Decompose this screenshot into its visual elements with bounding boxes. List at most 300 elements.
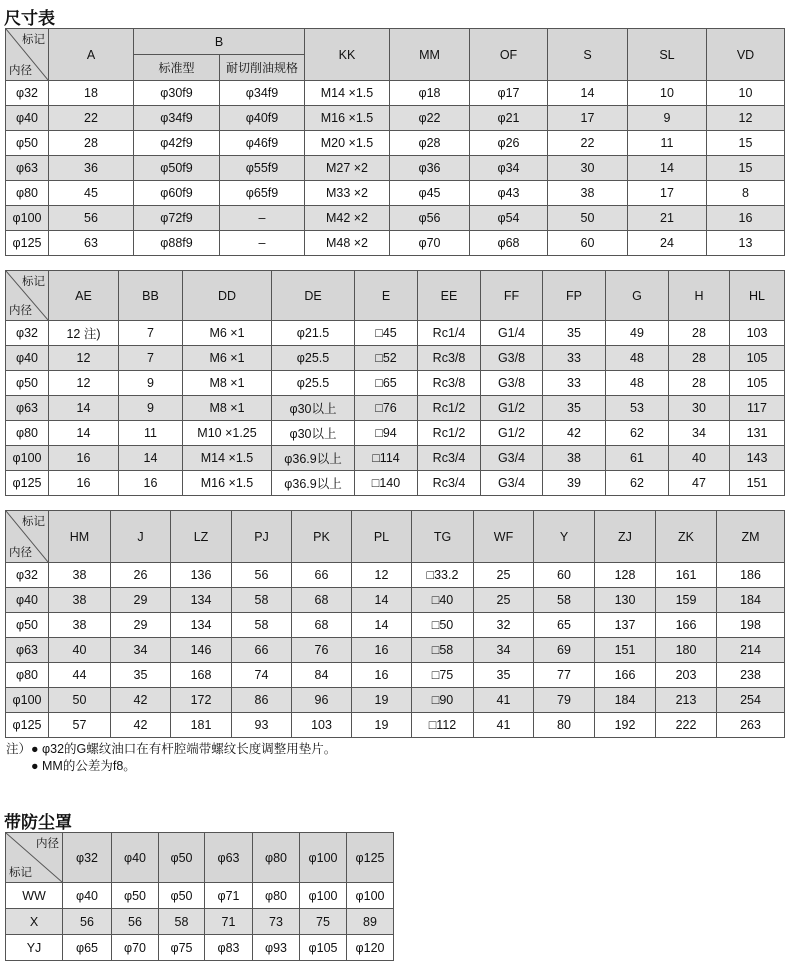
- table-row: [6, 588, 785, 613]
- table-cell: 181: [171, 713, 232, 738]
- table-cell: 9: [119, 371, 183, 396]
- table-cell: 33: [543, 346, 606, 371]
- table-cell: G3/4: [481, 446, 543, 471]
- table-cell: 16: [352, 638, 412, 663]
- table-cell: 36: [49, 156, 134, 181]
- table-cell: φ56: [390, 206, 470, 231]
- column-header: S: [548, 29, 628, 81]
- table-cell: 40: [669, 446, 730, 471]
- table-cell: 9: [628, 106, 707, 131]
- table-cell: 136: [171, 563, 232, 588]
- column-header: PL: [352, 511, 412, 563]
- table-cell: 25: [474, 563, 534, 588]
- table-row: [6, 206, 785, 231]
- column-header: FP: [543, 271, 606, 321]
- column-header: A: [49, 29, 134, 81]
- table-cell: 130: [595, 588, 656, 613]
- table-cell: 93: [232, 713, 292, 738]
- table-cell: Rc1/2: [418, 396, 481, 421]
- table-cell: 39: [543, 471, 606, 496]
- table-cell: φ88f9: [134, 231, 220, 256]
- table-cell: 38: [49, 588, 111, 613]
- column-header: ZK: [656, 511, 717, 563]
- column-header: BB: [119, 271, 183, 321]
- column-header: DE: [272, 271, 355, 321]
- row-label: φ125: [6, 713, 49, 738]
- row-label: φ80: [6, 181, 49, 206]
- table-cell: 14: [352, 588, 412, 613]
- table-cell: G3/8: [481, 346, 543, 371]
- table-cell: M14 ×1.5: [183, 446, 272, 471]
- table-cell: 180: [656, 638, 717, 663]
- table-row: [6, 688, 785, 713]
- column-header: φ100: [300, 833, 347, 883]
- column-header: OF: [470, 29, 548, 81]
- table-cell: 30: [669, 396, 730, 421]
- table-cell: φ55f9: [220, 156, 305, 181]
- table-cell: 80: [534, 713, 595, 738]
- table-cell: φ25.5: [272, 371, 355, 396]
- table-cell: M27 ×2: [305, 156, 390, 181]
- table-row: [6, 396, 785, 421]
- table-cell: 25: [474, 588, 534, 613]
- table-row: [6, 935, 394, 961]
- table-cell: □45: [355, 321, 418, 346]
- table-cell: 17: [548, 106, 628, 131]
- row-label: φ80: [6, 663, 49, 688]
- table-cell: 11: [628, 131, 707, 156]
- table-cell: 50: [49, 688, 111, 713]
- table-cell: G1/2: [481, 421, 543, 446]
- table-cell: 38: [49, 613, 111, 638]
- table-cell: 77: [534, 663, 595, 688]
- table-cell: φ36.9以上: [272, 446, 355, 471]
- table-cell: φ42f9: [134, 131, 220, 156]
- table-cell: 16: [119, 471, 183, 496]
- column-header: VD: [707, 29, 785, 81]
- column-header: AE: [49, 271, 119, 321]
- column-header: KK: [305, 29, 390, 81]
- corner-label-bore: 内径: [36, 838, 59, 850]
- table-cell: 151: [595, 638, 656, 663]
- table-cell: –: [220, 206, 305, 231]
- table-cell: 15: [707, 131, 785, 156]
- table-cell: 184: [717, 588, 785, 613]
- table-cell: Rc1/2: [418, 421, 481, 446]
- table-cell: 73: [253, 909, 300, 935]
- table-cell: 56: [49, 206, 134, 231]
- table-cell: 75: [300, 909, 347, 935]
- table-cell: φ65f9: [220, 181, 305, 206]
- table-cell: φ30f9: [134, 81, 220, 106]
- table-cell: φ40: [63, 883, 112, 909]
- row-label: φ32: [6, 321, 49, 346]
- table-cell: 103: [292, 713, 352, 738]
- table-cell: 19: [352, 688, 412, 713]
- table-row: [6, 371, 785, 396]
- table-cell: □140: [355, 471, 418, 496]
- table-cell: 198: [717, 613, 785, 638]
- table-cell: φ30以上: [272, 421, 355, 446]
- table-cell: 69: [534, 638, 595, 663]
- table-cell: 15: [707, 156, 785, 181]
- table-cell: φ72f9: [134, 206, 220, 231]
- table-cell: φ21.5: [272, 321, 355, 346]
- table-row: [6, 321, 785, 346]
- table-row: [6, 883, 394, 909]
- table-cell: M8 ×1: [183, 396, 272, 421]
- table-cell: 184: [595, 688, 656, 713]
- table-cell: φ50: [159, 883, 205, 909]
- table-cell: 41: [474, 688, 534, 713]
- table-cell: 34: [669, 421, 730, 446]
- column-header: HL: [730, 271, 785, 321]
- table-cell: 33: [543, 371, 606, 396]
- table-cell: 14: [548, 81, 628, 106]
- table-row: [6, 181, 785, 206]
- table-row: [6, 231, 785, 256]
- row-label: φ100: [6, 446, 49, 471]
- table-row: [6, 446, 785, 471]
- table-cell: 42: [543, 421, 606, 446]
- table-cell: 58: [232, 588, 292, 613]
- table-cell: 214: [717, 638, 785, 663]
- table-cell: 10: [628, 81, 707, 106]
- table-cell: 128: [595, 563, 656, 588]
- corner-cell: [6, 271, 49, 321]
- table-cell: 60: [534, 563, 595, 588]
- table-row: [6, 346, 785, 371]
- table-cell: 172: [171, 688, 232, 713]
- row-label: φ63: [6, 638, 49, 663]
- table-cell: 12: [352, 563, 412, 588]
- table-cell: φ100: [347, 883, 394, 909]
- table-cell: 134: [171, 613, 232, 638]
- table-row: [6, 909, 394, 935]
- column-subheader: 耐切削油规格: [220, 55, 305, 81]
- table-cell: 7: [119, 346, 183, 371]
- table-cell: □114: [355, 446, 418, 471]
- table-cell: φ100: [300, 883, 347, 909]
- table-cell: φ17: [470, 81, 548, 106]
- table-cell: 19: [352, 713, 412, 738]
- table-cell: M6 ×1: [183, 346, 272, 371]
- footnote-2: ● MM的公差为f8。: [6, 759, 136, 773]
- table-cell: 143: [730, 446, 785, 471]
- table-cell: 24: [628, 231, 707, 256]
- table-cell: 96: [292, 688, 352, 713]
- table-cell: 47: [669, 471, 730, 496]
- table-cell: M33 ×2: [305, 181, 390, 206]
- footnotes: [6, 741, 336, 775]
- table-cell: φ36: [390, 156, 470, 181]
- table-cell: 57: [49, 713, 111, 738]
- table-cell: 29: [111, 588, 171, 613]
- table-cell: 22: [548, 131, 628, 156]
- table-cell: 9: [119, 396, 183, 421]
- row-label: YJ: [6, 935, 63, 961]
- table-cell: 86: [232, 688, 292, 713]
- row-label: φ32: [6, 81, 49, 106]
- table-cell: G3/4: [481, 471, 543, 496]
- table-cell: M48 ×2: [305, 231, 390, 256]
- table-cell: 254: [717, 688, 785, 713]
- table-cell: 22: [49, 106, 134, 131]
- table-cell: 30: [548, 156, 628, 181]
- table-cell: 12: [49, 371, 119, 396]
- table-cell: φ75: [159, 935, 205, 961]
- row-label: φ50: [6, 371, 49, 396]
- table-cell: 42: [111, 688, 171, 713]
- table-cell: M20 ×1.5: [305, 131, 390, 156]
- table-cell: 38: [543, 446, 606, 471]
- table-cell: G3/8: [481, 371, 543, 396]
- table-row: [6, 106, 785, 131]
- column-header: WF: [474, 511, 534, 563]
- table-cell: 56: [63, 909, 112, 935]
- table-cell: 222: [656, 713, 717, 738]
- column-header: φ125: [347, 833, 394, 883]
- table-cell: □75: [412, 663, 474, 688]
- column-header: SL: [628, 29, 707, 81]
- row-label: φ40: [6, 106, 49, 131]
- table-cell: 62: [606, 421, 669, 446]
- table-cell: □112: [412, 713, 474, 738]
- table-cell: 117: [730, 396, 785, 421]
- table-cell: φ71: [205, 883, 253, 909]
- table-cell: 34: [111, 638, 171, 663]
- table-cell: φ50: [112, 883, 159, 909]
- table-cell: Rc3/4: [418, 471, 481, 496]
- table-cell: 17: [628, 181, 707, 206]
- column-header: FF: [481, 271, 543, 321]
- table-cell: 28: [669, 321, 730, 346]
- table-cell: 12: [49, 346, 119, 371]
- table-cell: G1/4: [481, 321, 543, 346]
- table-cell: 14: [49, 421, 119, 446]
- table-cell: φ65: [63, 935, 112, 961]
- table-cell: φ120: [347, 935, 394, 961]
- column-subheader: 标准型: [134, 55, 220, 81]
- column-header: Y: [534, 511, 595, 563]
- table-row: [6, 421, 785, 446]
- section-title-dust-cover: 带防尘罩: [4, 813, 72, 832]
- corner-label-mark: 标记: [22, 34, 45, 46]
- table-cell: 28: [669, 346, 730, 371]
- dimension-table-2: [5, 270, 785, 496]
- table-cell: 14: [119, 446, 183, 471]
- row-label: φ125: [6, 231, 49, 256]
- table-cell: 263: [717, 713, 785, 738]
- table-cell: 16: [352, 663, 412, 688]
- table-cell: 35: [543, 396, 606, 421]
- table-cell: 45: [49, 181, 134, 206]
- table-cell: 192: [595, 713, 656, 738]
- table-cell: Rc3/8: [418, 346, 481, 371]
- table-cell: 56: [232, 563, 292, 588]
- column-header: φ32: [63, 833, 112, 883]
- row-label: φ63: [6, 156, 49, 181]
- row-label: φ80: [6, 421, 49, 446]
- table-cell: φ22: [390, 106, 470, 131]
- table-cell: M42 ×2: [305, 206, 390, 231]
- column-header: φ50: [159, 833, 205, 883]
- table-row: [6, 563, 785, 588]
- corner-label-mark: 标记: [9, 867, 32, 879]
- section-title-dimensions: 尺寸表: [4, 9, 55, 28]
- table-cell: 66: [292, 563, 352, 588]
- table-cell: Rc3/4: [418, 446, 481, 471]
- table-cell: 38: [49, 563, 111, 588]
- table-cell: 105: [730, 371, 785, 396]
- column-header: E: [355, 271, 418, 321]
- table-row: [6, 663, 785, 688]
- table-cell: M10 ×1.25: [183, 421, 272, 446]
- table-cell: □90: [412, 688, 474, 713]
- corner-label-bore: 内径: [9, 65, 32, 77]
- table-cell: φ93: [253, 935, 300, 961]
- table-row: [6, 156, 785, 181]
- table-cell: 131: [730, 421, 785, 446]
- table-cell: □52: [355, 346, 418, 371]
- table-cell: 168: [171, 663, 232, 688]
- table-cell: M16 ×1.5: [183, 471, 272, 496]
- table-cell: 103: [730, 321, 785, 346]
- table-cell: φ80: [253, 883, 300, 909]
- table-cell: □94: [355, 421, 418, 446]
- column-header: PK: [292, 511, 352, 563]
- table-cell: 146: [171, 638, 232, 663]
- table-cell: 74: [232, 663, 292, 688]
- table-cell: φ70: [390, 231, 470, 256]
- table-cell: φ21: [470, 106, 548, 131]
- table-cell: 58: [232, 613, 292, 638]
- row-label: φ50: [6, 613, 49, 638]
- table-cell: 66: [232, 638, 292, 663]
- table-cell: φ60f9: [134, 181, 220, 206]
- corner-label-bore: 内径: [9, 547, 32, 559]
- table-row: [6, 81, 785, 106]
- table-cell: 12: [707, 106, 785, 131]
- table-cell: 213: [656, 688, 717, 713]
- column-header: ZJ: [595, 511, 656, 563]
- table-cell: 61: [606, 446, 669, 471]
- column-header: PJ: [232, 511, 292, 563]
- row-label: φ125: [6, 471, 49, 496]
- table-cell: Rc1/4: [418, 321, 481, 346]
- table-cell: 28: [669, 371, 730, 396]
- dimension-table-3: [5, 510, 785, 738]
- table-cell: 134: [171, 588, 232, 613]
- table-cell: 151: [730, 471, 785, 496]
- table-cell: 14: [352, 613, 412, 638]
- table-cell: 10: [707, 81, 785, 106]
- table-cell: 84: [292, 663, 352, 688]
- table-cell: 11: [119, 421, 183, 446]
- table-cell: 34: [474, 638, 534, 663]
- table-cell: 76: [292, 638, 352, 663]
- footnote-1: 注）● φ32的G螺纹油口在有杆腔端带螺纹长度调整用垫片。: [6, 742, 337, 756]
- table-cell: φ43: [470, 181, 548, 206]
- table-cell: 49: [606, 321, 669, 346]
- table-cell: φ40f9: [220, 106, 305, 131]
- column-header: φ63: [205, 833, 253, 883]
- column-header: H: [669, 271, 730, 321]
- table-cell: 65: [534, 613, 595, 638]
- table-cell: 60: [548, 231, 628, 256]
- table-cell: φ34f9: [134, 106, 220, 131]
- row-label: φ32: [6, 563, 49, 588]
- table-cell: 68: [292, 613, 352, 638]
- table-cell: 35: [543, 321, 606, 346]
- table-cell: 16: [49, 471, 119, 496]
- table-cell: 40: [49, 638, 111, 663]
- table-cell: φ18: [390, 81, 470, 106]
- table-cell: φ50f9: [134, 156, 220, 181]
- table-cell: 35: [111, 663, 171, 688]
- table-cell: 26: [111, 563, 171, 588]
- table-cell: 48: [606, 371, 669, 396]
- table-cell: 58: [159, 909, 205, 935]
- column-header: φ80: [253, 833, 300, 883]
- table-cell: 21: [628, 206, 707, 231]
- table-cell: 50: [548, 206, 628, 231]
- row-label: WW: [6, 883, 63, 909]
- table-cell: 238: [717, 663, 785, 688]
- table-cell: φ45: [390, 181, 470, 206]
- table-cell: 18: [49, 81, 134, 106]
- table-cell: 16: [707, 206, 785, 231]
- table-row: [6, 131, 785, 156]
- table-cell: 166: [595, 663, 656, 688]
- table-cell: φ105: [300, 935, 347, 961]
- row-label: φ40: [6, 588, 49, 613]
- table-cell: 79: [534, 688, 595, 713]
- table-cell: 89: [347, 909, 394, 935]
- table-cell: 62: [606, 471, 669, 496]
- table-cell: 13: [707, 231, 785, 256]
- table-cell: φ34: [470, 156, 548, 181]
- corner-label-mark: 标记: [22, 276, 45, 288]
- row-label: X: [6, 909, 63, 935]
- table-cell: 32: [474, 613, 534, 638]
- table-cell: 38: [548, 181, 628, 206]
- table-cell: M16 ×1.5: [305, 106, 390, 131]
- table-cell: 161: [656, 563, 717, 588]
- table-cell: 48: [606, 346, 669, 371]
- table-cell: 14: [628, 156, 707, 181]
- table-cell: 42: [111, 713, 171, 738]
- table-cell: 44: [49, 663, 111, 688]
- table-cell: G1/2: [481, 396, 543, 421]
- table-cell: φ25.5: [272, 346, 355, 371]
- table-cell: 105: [730, 346, 785, 371]
- table-cell: □50: [412, 613, 474, 638]
- column-header: DD: [183, 271, 272, 321]
- corner-label-bore: 内径: [9, 305, 32, 317]
- column-header: B: [134, 29, 305, 55]
- column-header: TG: [412, 511, 474, 563]
- table-cell: 186: [717, 563, 785, 588]
- table-cell: 12 注): [49, 321, 119, 346]
- dust-cover-table: [5, 832, 394, 961]
- table-cell: 14: [49, 396, 119, 421]
- table-cell: φ83: [205, 935, 253, 961]
- column-header: LZ: [171, 511, 232, 563]
- table-cell: Rc3/8: [418, 371, 481, 396]
- column-header: φ40: [112, 833, 159, 883]
- row-label: φ63: [6, 396, 49, 421]
